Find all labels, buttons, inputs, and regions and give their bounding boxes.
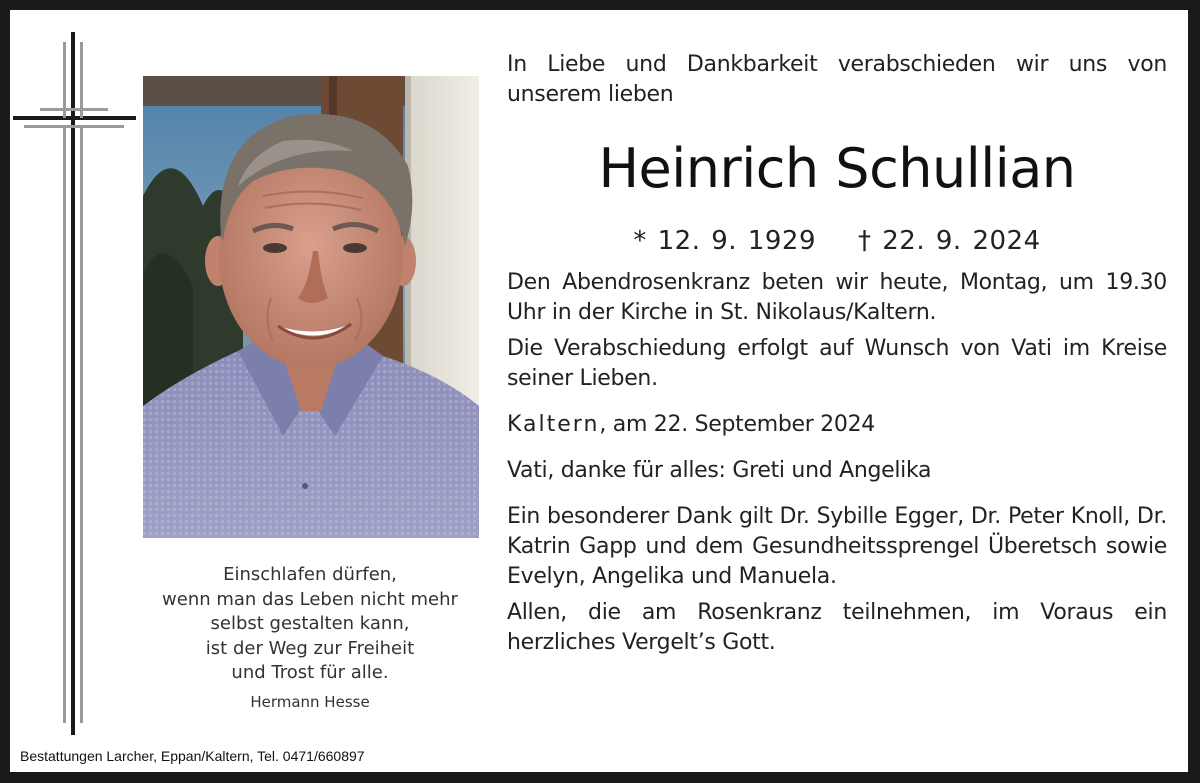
place-name: Kaltern (507, 412, 600, 437)
quote-line: wenn man das Leben nicht mehr (162, 588, 458, 610)
rosary-text: Den Abendrosenkranz beten wir heute, Montag, um 19.30 Uhr in der Kirche in St. Nikolaus/Kaltern. (507, 270, 1167, 325)
quote-line: ist der Weg zur Freiheit (205, 637, 415, 659)
quote-line: und Trost für alle. (231, 662, 389, 683)
date-line: , am 22. September 2024 (599, 412, 875, 437)
quote-block (150, 563, 470, 714)
place-date (507, 410, 1167, 440)
family-text: Vati, danke für alles: Greti und Angelika (507, 458, 932, 483)
deceased-name: Heinrich Schullian (598, 137, 1076, 200)
birth-date: * 12. 9. 1929 (633, 226, 816, 256)
thanks-text: Ein besonderer Dank gilt Dr. Sybille Egger, Dr. Peter Knoll, Dr. Katrin Gapp und dem Gesundheitssprengel Überetsch sowie Evelyn, Angelika und Manuela. (507, 504, 1167, 589)
closing-text: Allen, die am Rosenkranz teilnehmen, im Voraus ein herzliches Vergelt’s Gott. (507, 600, 1167, 655)
portrait-photo (143, 76, 479, 538)
obituary-text (507, 50, 1167, 658)
death-date: † 22. 9. 2024 (858, 226, 1041, 256)
obituary-card (10, 10, 1188, 772)
intro-text: In Liebe und Dankbarkeit verabschieden wir uns von unserem lieben (507, 52, 1167, 107)
quote-line: selbst gestalten kann, (210, 613, 410, 634)
farewell-text: Die Verabschiedung erfolgt auf Wunsch von Vati im Kreise seiner Lieben. (507, 336, 1167, 391)
life-dates (507, 226, 1167, 256)
quote-author: Hermann Hesse (250, 692, 370, 711)
undertaker-footer: Bestattungen Larcher, Eppan/Kaltern, Tel. 0471/660897 (20, 748, 365, 764)
quote-line: Einschlafen dürfen, (223, 564, 397, 585)
